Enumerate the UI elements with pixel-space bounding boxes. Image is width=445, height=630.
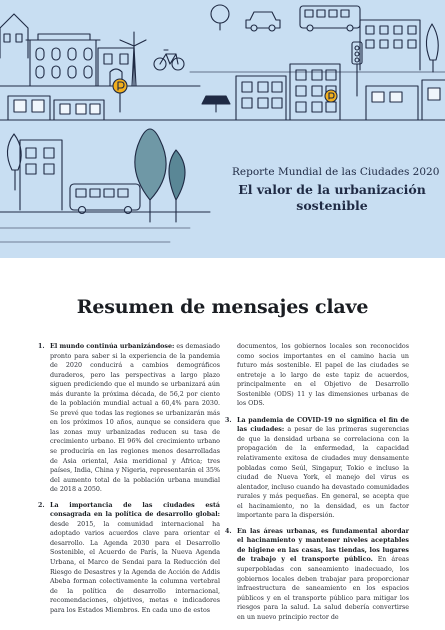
car-icon xyxy=(246,12,280,31)
city-illustration xyxy=(0,0,445,258)
report-title: El valor de la urbanización sostenible xyxy=(238,182,426,213)
solar-panel-icon xyxy=(202,96,230,112)
item-number: 4. xyxy=(225,527,232,535)
tree-right xyxy=(426,24,438,72)
list-item xyxy=(38,501,220,616)
right-column xyxy=(225,342,409,628)
building-top-left xyxy=(0,14,28,58)
tree-small-left xyxy=(7,134,21,190)
left-column xyxy=(38,342,220,621)
item-heading: El mundo continúa urbanizándose: xyxy=(50,343,175,350)
wind-turbine-icon xyxy=(120,32,146,86)
bus-icon-top xyxy=(300,6,360,31)
parking-sign-icon-right xyxy=(325,90,337,102)
item-text: En áreas superpobladas con saneamiento inadecuado, los gobiernos locales deben trabajar para proporcionar infraestructura de saneamiento en los espacios públicos y en el transporte público para mitigar los riesgos para la salud. La salud debería convertirse en un nuevo principio rector de xyxy=(237,556,409,621)
building-right-tall xyxy=(360,20,420,70)
building-row-left xyxy=(8,96,104,120)
item-text: desde 2015, la comunidad internacional ha adoptado varios acuerdos clave para orientar el desarrollo. La Agenda 2030 para el Desarrollo Sostenible, el Acuerdo de París, la Nueva Agenda Urbana, el Marco de Sendai para la Reducción del Riesgo de Desastres y la Agenda de Acción de Addis Abeba forman colectivamente la columna vertebral de la política de desarrollo internacional, recomendaciones, objetivos, metas e indicadores para los Estados Miembros. En cada uno de estos xyxy=(50,520,220,614)
section-title: Resumen de mensajes clave xyxy=(76,296,369,318)
building-lower-left xyxy=(20,140,62,210)
item-number: 1. xyxy=(38,343,45,350)
bus-icon xyxy=(70,184,140,214)
continuation-paragraph: documentos, los gobiernos locales son reconocidos como socios importantes en el camino hacia un futuro más sostenible. El papel de las ciudades se entreteje a lo largo de este tapiz de acuerdos, principalmente en el Objetivo de Desarrollo Sostenible (ODS) 11 y las dimensiones urbanas de los ODS. xyxy=(237,343,409,408)
item-heading: La importancia de las ciudades está consagrada en la política de desarrollo global: xyxy=(50,501,220,519)
item-heading: La pandemia de COVID-19 no significa el fin de las ciudades: xyxy=(237,416,409,434)
item-text: es demasiado pronto para saber si la experiencia de la pandemia de 2020 conducirá a cambios demográficos duraderos, pero las perspectivas a largo plazo siguen prediciendo que el mundo se urbanizará aún más durante la próxima década, de 56,2 por ciento de la población mundial actual a 60,4% para 2030. Se prevé que todas las regiones se urbanizarán más en los próximos 10 años, aunque se considera que las zonas muy urbanizadas reducen su tasa de crecimiento urbano. El 96% del crecimiento urbano se produciría en las regiones menos desarrolladas de Asia oriental, Asia meridional y África; tres países, India, China y Nigeria, representarán el 35% del aumento total de la población urbana mundial de 2018 a 2050. xyxy=(50,343,220,494)
report-subtitle: Reporte Mundial de las Ciudades 2020 xyxy=(232,166,440,178)
list-item xyxy=(225,416,409,521)
bicycle-icon xyxy=(154,50,184,70)
item-text: a pesar de las primeras sugerencias de que la densidad urbana se correlaciona con la propagación de la enfermedad, la capacidad relativamente exitosa de ciudades muy densamente pobladas como Seúl, Singapur, Tokio e incluso la ciudad de Nueva York, el manejo del virus es alentador, incluso cuando ha devastado comunidades rurales y más pequeñas. En general, se acepta que el hacinamiento, no la densidad, es un factor importante para la dispersión. xyxy=(237,426,409,520)
list-item xyxy=(38,342,220,495)
tree-large-center xyxy=(135,129,185,222)
list-item xyxy=(225,527,409,622)
building-classic xyxy=(26,34,100,86)
item-heading: En las áreas urbanas, es fundamental abordar el hacinamiento y mantener niveles aceptables de higiene en las casas, las tiendas, los lugares de trabajo y el transporte público. xyxy=(237,527,409,564)
cover-illustration-area xyxy=(0,0,445,258)
parking-sign-icon xyxy=(113,79,127,112)
item-number: 3. xyxy=(225,416,232,424)
tree-icon xyxy=(211,5,229,30)
item-number: 2. xyxy=(38,501,45,509)
